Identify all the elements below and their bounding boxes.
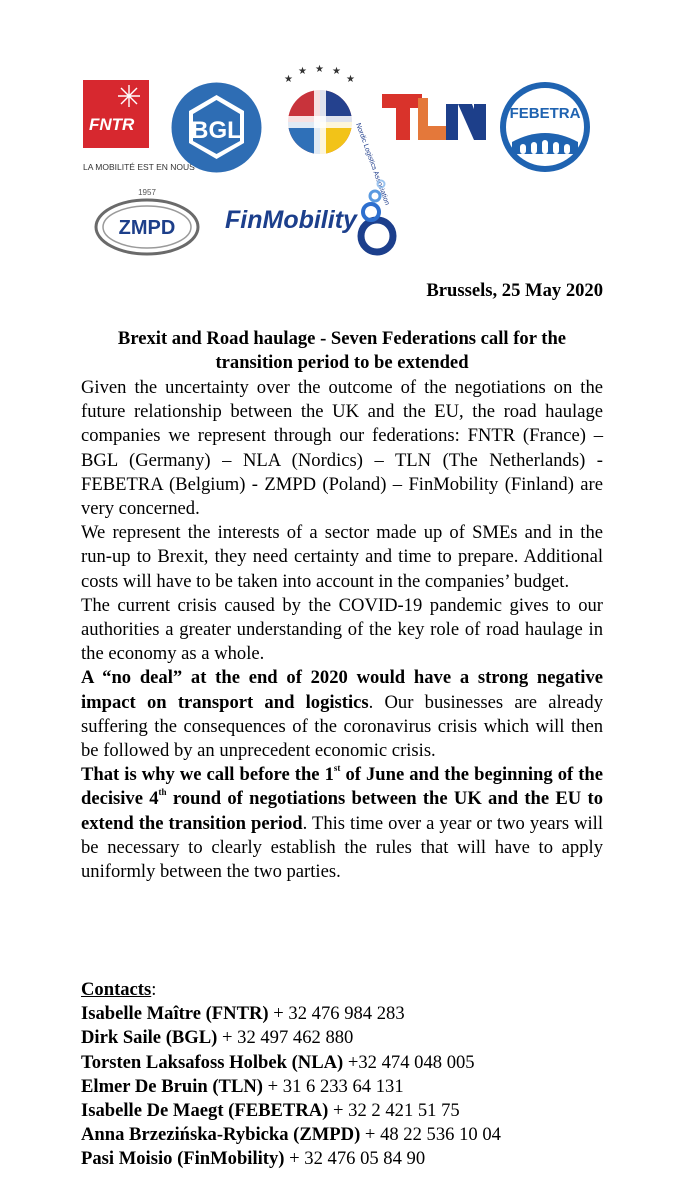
press-release-title: [81, 327, 603, 376]
svg-text:★: ★: [298, 66, 307, 77]
contact-row: [81, 1026, 621, 1050]
svg-text:★: ★: [315, 64, 324, 75]
finmobility-logo-name: FinMobility: [225, 206, 357, 234]
contact-name: Anna Brzezińska-Rybicka (ZMPD): [81, 1124, 361, 1146]
contacts-section: [81, 978, 621, 1172]
paragraph-4-bold: A “no deal” at the end of 2020 would have a strong negative impact on transport and logistics: [81, 667, 603, 713]
zmpd-logo: [93, 185, 201, 257]
paragraph-5: [81, 763, 603, 884]
contact-name: Isabelle Maître (FNTR): [81, 1003, 269, 1025]
contact-phone: + 32 2 421 51 75: [328, 1100, 460, 1122]
contacts-heading-colon: :: [151, 979, 157, 1000]
paragraph-4: [81, 666, 603, 763]
svg-text:★: ★: [346, 74, 355, 85]
paragraph-5-rest: . This time over a year or two years will be necessary to clearly establish the rules that will have to apply uniformly between the two parties.: [81, 812, 603, 883]
paragraph-5-bold-a: That is why we call before the 1: [81, 764, 334, 786]
finmobility-logo: [225, 178, 395, 264]
paragraph-5-bold-c: round of negotiations between the UK and the EU to extend the transition period: [81, 788, 603, 834]
zmpd-logo-name: ZMPD: [118, 217, 176, 239]
contact-phone: + 32 476 05 84 90: [284, 1148, 426, 1170]
nla-logo-name: Nordic Logistics Association: [354, 122, 391, 207]
contact-row: [81, 1147, 621, 1171]
fntr-logo-name: FNTR: [89, 115, 135, 134]
zmpd-year: 1957: [138, 188, 156, 197]
contacts-heading-line: [81, 978, 621, 1002]
contact-name: Pasi Moisio (FinMobility): [81, 1148, 285, 1170]
fntr-tagline: LA MOBILITÉ EST EN NOUS: [83, 162, 195, 172]
paragraph-1: Given the uncertainty over the outcome of the negotiations on the future relationship between the UK and the EU, the road haulage companies we represent through our federations: FNTR (France) – BGL (Germany) – NLA (Nordics) – TLN (The Netherlands) - FEBETRA (Belgium) - ZMPD (Poland) – FinMobility (Finland) are very concerned.: [81, 377, 603, 520]
bgl-logo: [170, 81, 263, 174]
febetra-logo-name: FEBETRA: [509, 105, 581, 122]
febetra-logo: [498, 80, 592, 174]
tln-logo: [382, 90, 488, 146]
contact-name: Isabelle De Maegt (FEBETRA): [81, 1100, 329, 1122]
contact-name: Dirk Saile (BGL): [81, 1027, 218, 1049]
contact-row: [81, 1075, 621, 1099]
contact-name: Elmer De Bruin (TLN): [81, 1075, 263, 1097]
paragraph-3: The current crisis caused by the COVID-19 pandemic gives to our authorities a greater understanding of the key role of road haulage in the economy as a whole.: [81, 594, 603, 665]
title-line-2: transition period to be extended: [215, 352, 469, 374]
contact-phone: + 31 6 233 64 131: [262, 1075, 404, 1097]
nla-logo: [270, 64, 391, 207]
contact-row: [81, 1123, 621, 1147]
svg-text:★: ★: [332, 66, 341, 77]
contact-phone: +32 474 048 005: [343, 1051, 475, 1073]
body-text: [81, 376, 603, 884]
contact-row: [81, 1051, 621, 1075]
contact-row: [81, 1099, 621, 1123]
dateline: Brussels, 25 May 2020: [426, 280, 603, 301]
superscript-th: th: [158, 787, 167, 798]
paragraph-2: We represent the interests of a sector made up of SMEs and in the run-up to Brexit, they need certainty and time to prepare. Additional costs will have to be taken into account in the companies’ budget.: [81, 522, 603, 592]
contact-phone: + 32 476 984 283: [268, 1003, 405, 1025]
bgl-logo-name: BGL: [191, 117, 242, 144]
paragraph-4-rest: . Our businesses are already suffering the consequences of the coronavirus crisis which will then be followed by an unprecedent economic crisis.: [81, 691, 603, 762]
contact-row: [81, 1002, 621, 1026]
paragraph-5-bold-b: of June and the beginning of the decisive 4: [81, 764, 604, 810]
contact-name: Torsten Laksafoss Holbek (NLA): [81, 1051, 344, 1073]
contacts-heading: Contacts: [81, 979, 152, 1000]
svg-text:★: ★: [284, 74, 293, 85]
superscript-st: st: [333, 763, 341, 774]
title-line-1: Brexit and Road haulage - Seven Federations call for the: [117, 328, 567, 349]
contact-phone: + 48 22 536 10 04: [360, 1124, 501, 1146]
contact-phone: + 32 497 462 880: [217, 1027, 354, 1049]
